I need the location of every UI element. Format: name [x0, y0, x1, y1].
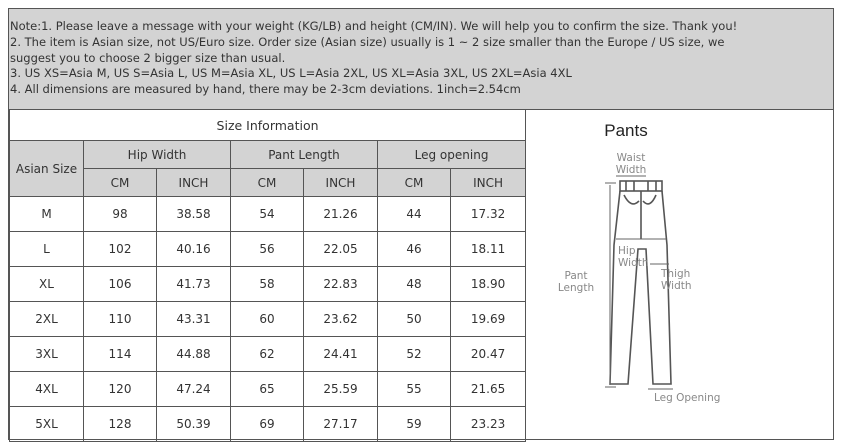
unit-header: INCH — [304, 169, 378, 197]
measure-cell: 18.11 — [451, 232, 526, 267]
measure-cell: 52 — [378, 337, 451, 372]
measure-cell: 56 — [231, 232, 304, 267]
measure-cell: 69 — [231, 407, 304, 442]
measure-cell: 120 — [84, 372, 157, 407]
table-row — [10, 372, 526, 407]
thigh-label-1: Thigh — [661, 268, 691, 280]
table-row — [10, 337, 526, 372]
measure-cell: 50 — [378, 302, 451, 337]
measure-cell: 21.26 — [304, 197, 378, 232]
table-row — [10, 267, 526, 302]
note-line-2: 2. The item is Asian size, not US/Euro size. Order size (Asian size) usually is 1 ~ 2 size smaller than the Europe / US size, we — [10, 34, 725, 49]
pant-length-header: Pant Length — [231, 141, 378, 169]
table-row — [10, 302, 526, 337]
waist-label-2: Width — [615, 164, 647, 176]
measure-cell: 47.24 — [157, 372, 231, 407]
measure-cell: 98 — [84, 197, 157, 232]
measure-cell: 102 — [84, 232, 157, 267]
measure-cell: 40.16 — [157, 232, 231, 267]
measure-cell: 55 — [378, 372, 451, 407]
measure-cell: 60 — [231, 302, 304, 337]
unit-header: CM — [231, 169, 304, 197]
size-cell: L — [10, 232, 84, 267]
length-label-1: Pant — [564, 270, 588, 282]
note-line-3: suggest you to choose 2 bigger size than usual. — [10, 50, 286, 65]
thigh-label-2: Width — [661, 280, 692, 292]
measure-cell: 46 — [378, 232, 451, 267]
measure-cell: 20.47 — [451, 337, 526, 372]
size-cell: 5XL — [10, 407, 84, 442]
note-line-1: Note:1. Please leave a message with your weight (KG/LB) and height (CM/IN). We will help you to confirm the size. Thank you! — [10, 19, 738, 33]
measure-cell: 58 — [231, 267, 304, 302]
note-line-5: 4. All dimensions are measured by hand, there may be 2-3cm deviations. 1inch=2.54cm — [10, 82, 521, 97]
length-label-2: Length — [557, 282, 595, 294]
pants-illustration — [526, 109, 832, 440]
measure-cell: 25.59 — [304, 372, 378, 407]
measure-cell: 54 — [231, 197, 304, 232]
measure-cell: 27.17 — [304, 407, 378, 442]
measure-cell: 38.58 — [157, 197, 231, 232]
size-cell: 2XL — [10, 302, 84, 337]
size-cell: XL — [10, 267, 84, 302]
pants-diagram — [525, 109, 833, 440]
waist-label-1: Waist — [616, 152, 646, 164]
asian-size-header: Asian Size — [10, 141, 84, 197]
size-chart — [8, 8, 834, 440]
measure-cell: 106 — [84, 267, 157, 302]
measure-cell: 128 — [84, 407, 157, 442]
measure-cell: 110 — [84, 302, 157, 337]
measure-cell: 22.83 — [304, 267, 378, 302]
size-cell: 4XL — [10, 372, 84, 407]
hip-label-2: Width — [618, 257, 649, 269]
measure-cell: 43.31 — [157, 302, 231, 337]
leg-opening-label: Leg Opening — [654, 392, 721, 404]
diagram-title: Pants — [604, 121, 648, 140]
measure-cell: 21.65 — [451, 372, 526, 407]
hip-label-1: Hip — [618, 245, 636, 257]
measure-cell: 44.88 — [157, 337, 231, 372]
unit-header: INCH — [451, 169, 526, 197]
measure-cell: 44 — [378, 197, 451, 232]
measure-cell: 23.23 — [451, 407, 526, 442]
measure-cell: 59 — [378, 407, 451, 442]
size-cell: 3XL — [10, 337, 84, 372]
measure-cell: 114 — [84, 337, 157, 372]
measure-cell: 22.05 — [304, 232, 378, 267]
measure-cell: 19.69 — [451, 302, 526, 337]
notes-panel — [9, 9, 833, 110]
measure-cell: 65 — [231, 372, 304, 407]
unit-header: INCH — [157, 169, 231, 197]
measure-cell: 17.32 — [451, 197, 526, 232]
unit-header: CM — [84, 169, 157, 197]
table-title: Size Information — [10, 110, 526, 141]
size-table — [9, 109, 526, 442]
size-cell: M — [10, 197, 84, 232]
hip-width-header: Hip Width — [84, 141, 231, 169]
leg-opening-header: Leg opening — [378, 141, 526, 169]
measure-cell: 62 — [231, 337, 304, 372]
note-line-4: 3. US XS=Asia M, US S=Asia L, US M=Asia XL, US L=Asia 2XL, US XL=Asia 3XL, US 2XL=Asia 4XL — [10, 66, 572, 81]
table-row — [10, 197, 526, 232]
pant-length-arrow — [605, 183, 616, 387]
measure-cell: 41.73 — [157, 267, 231, 302]
measure-cell: 50.39 — [157, 407, 231, 442]
table-row — [10, 407, 526, 442]
measure-cell: 24.41 — [304, 337, 378, 372]
measure-cell: 48 — [378, 267, 451, 302]
measure-cell: 18.90 — [451, 267, 526, 302]
table-row — [10, 232, 526, 267]
measure-cell: 23.62 — [304, 302, 378, 337]
unit-header: CM — [378, 169, 451, 197]
